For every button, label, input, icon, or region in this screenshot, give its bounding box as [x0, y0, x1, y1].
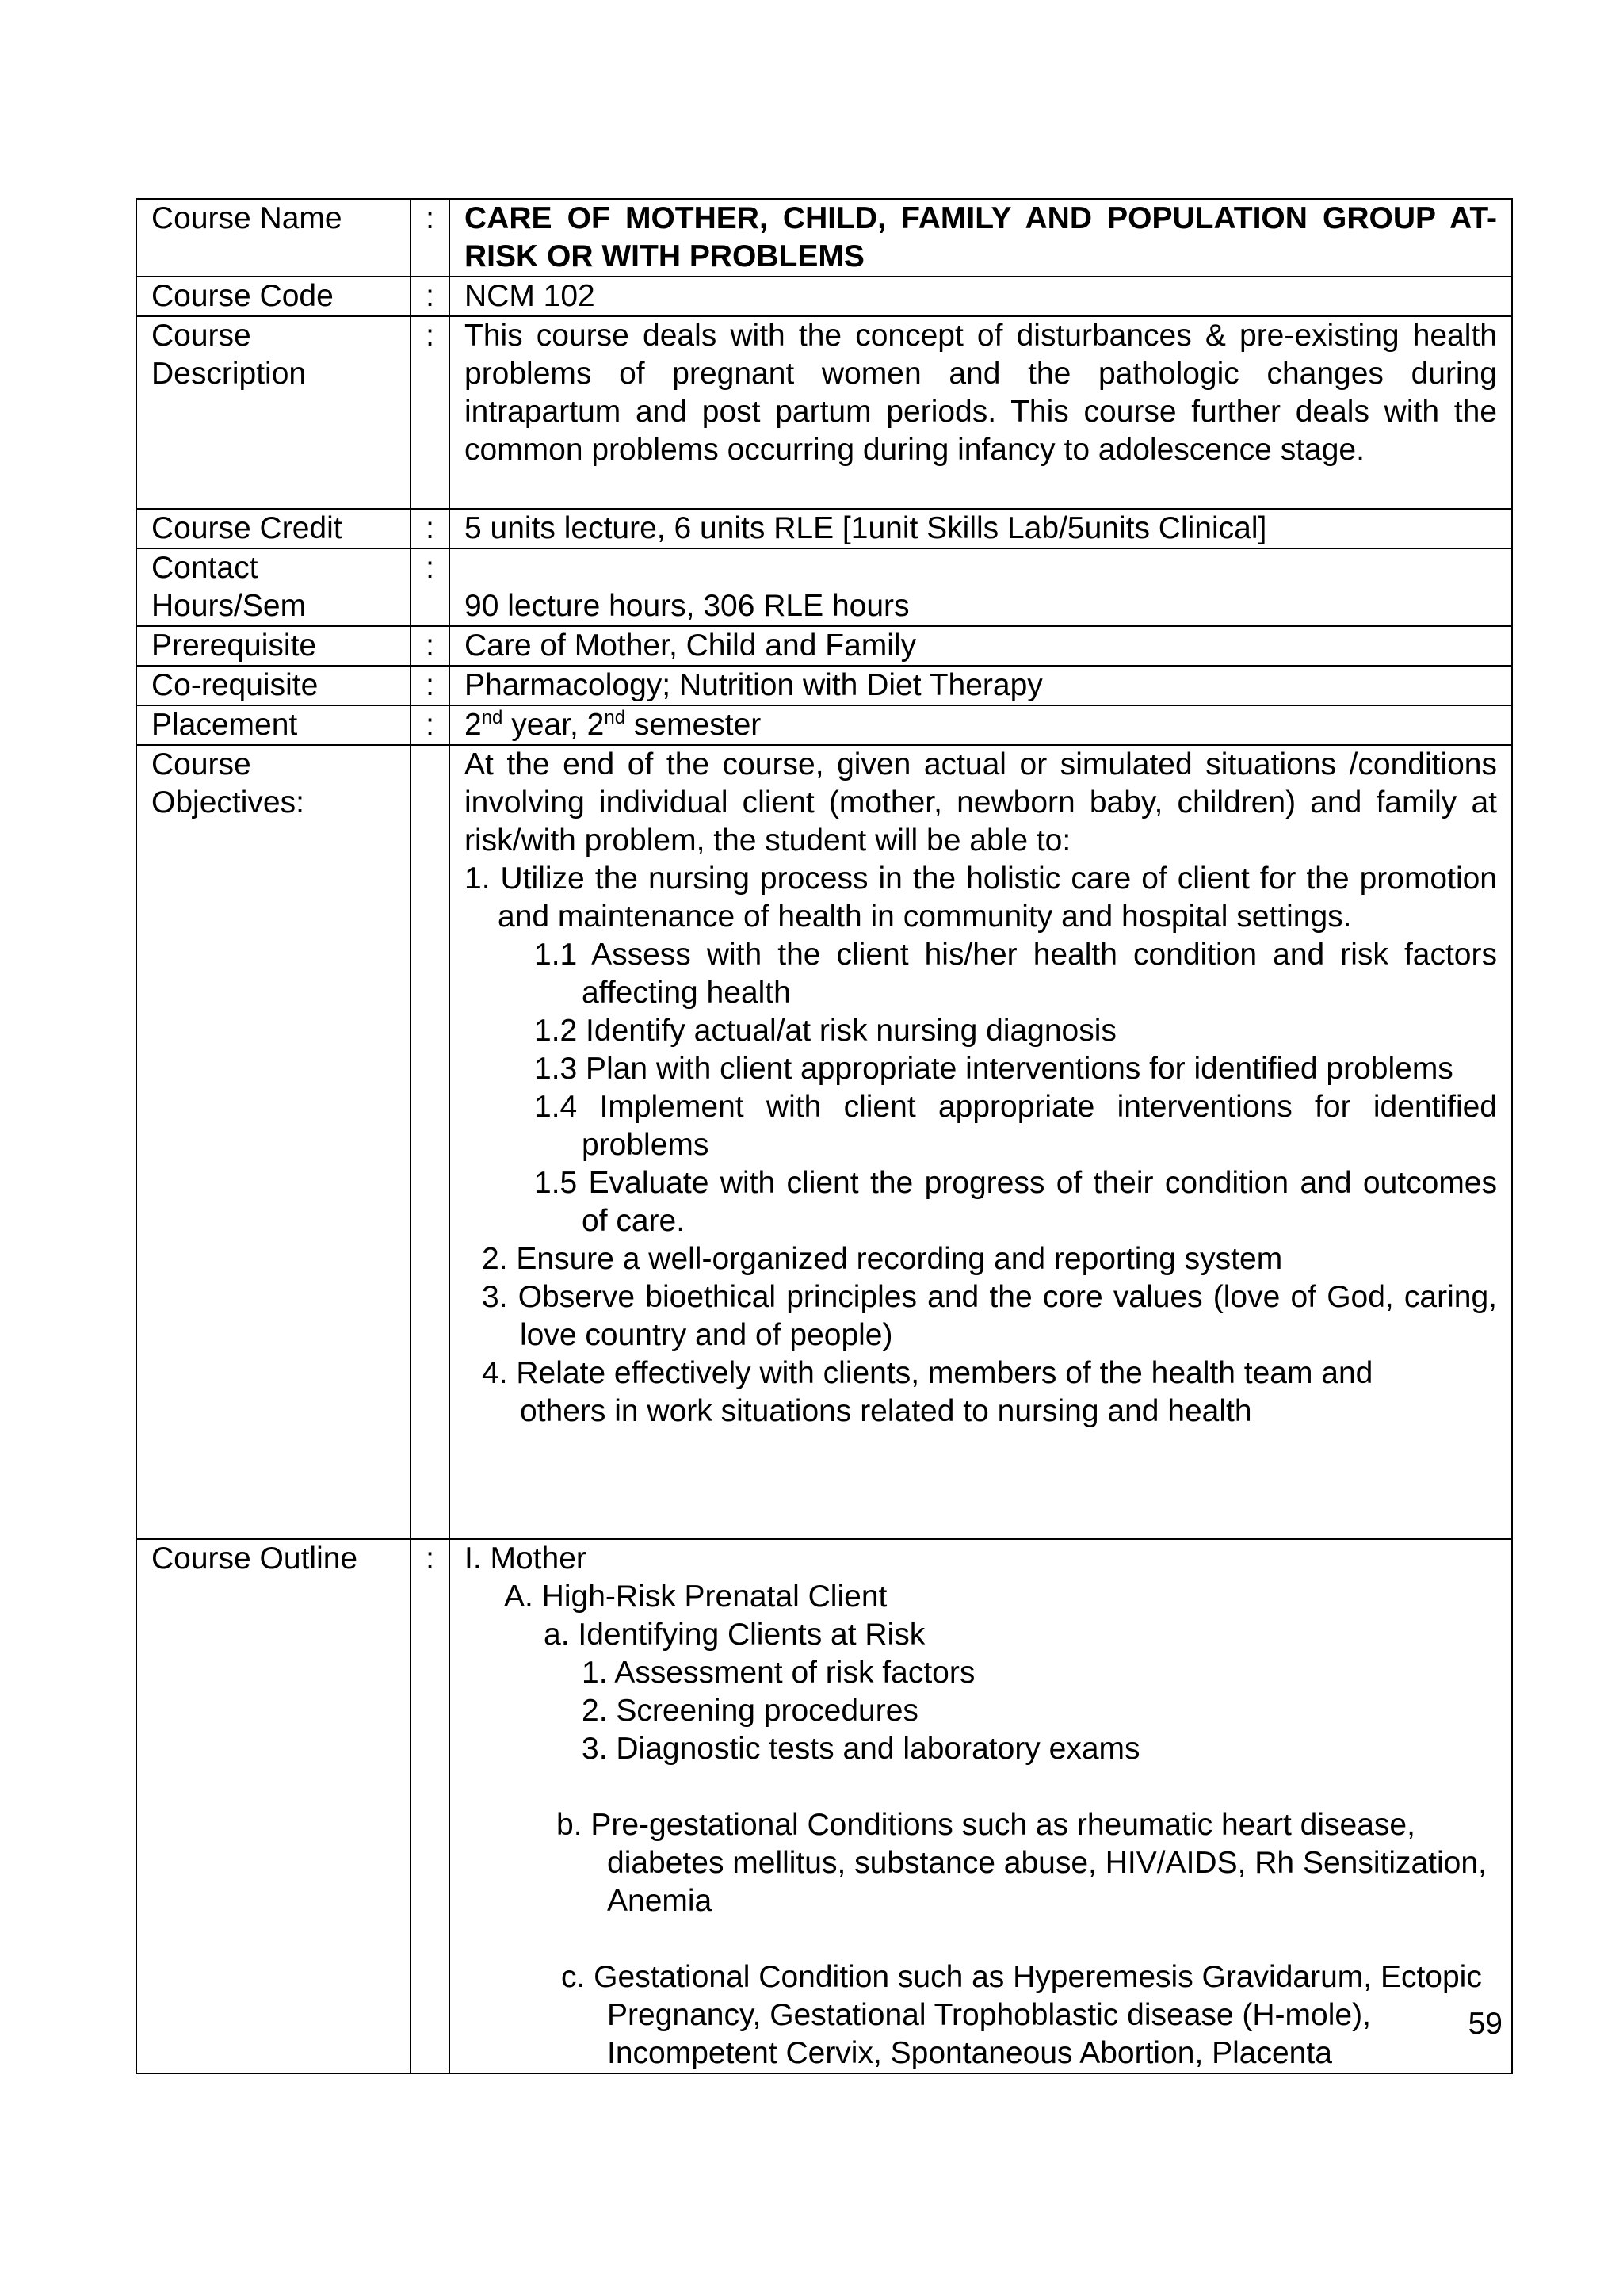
- value-prerequisite: Care of Mother, Child and Family: [449, 626, 1512, 666]
- label-contact-hours: [136, 548, 411, 626]
- colon: :: [411, 1539, 449, 2073]
- value-contact-hours: [449, 548, 1512, 626]
- colon: :: [411, 705, 449, 745]
- objective-1-4: 1.4 Implement with client appropriate interventions for identified problems: [534, 1090, 1497, 1162]
- row-prerequisite: [136, 626, 1512, 666]
- outline-section-a: A. High-Risk Prenatal Client: [504, 1580, 888, 1614]
- year-ordinal: nd: [481, 707, 503, 728]
- colon: :: [411, 316, 449, 509]
- year-text: year,: [502, 708, 587, 742]
- label-line: Hours/Sem: [151, 589, 307, 623]
- row-course-description: [136, 316, 1512, 509]
- row-course-credit: [136, 509, 1512, 548]
- label-course-credit: Course Credit: [136, 509, 411, 548]
- label-prerequisite: Prerequisite: [136, 626, 411, 666]
- value-course-code: NCM 102: [449, 277, 1512, 316]
- row-corequisite: [136, 666, 1512, 705]
- outline-item-a: a. Identifying Clients at Risk: [544, 1618, 926, 1652]
- value-corequisite: Pharmacology; Nutrition with Diet Therapy: [449, 666, 1512, 705]
- outline-part: I. Mother: [464, 1541, 586, 1576]
- value-course-name: CARE OF MOTHER, CHILD, FAMILY AND POPULATION GROUP AT-RISK OR WITH PROBLEMS: [449, 199, 1512, 277]
- label-course-outline: Course Outline: [136, 1539, 411, 2073]
- outline-item-c: c. Gestational Condition such as Hyperemesis Gravidarum, Ectopic Pregnancy, Gestational Trophoblastic disease (H-mole), Incompetent Cervix, Spontaneous Abortion, Placenta: [561, 1960, 1482, 2070]
- label-line: Contact: [151, 551, 258, 585]
- objective-1-5: 1.5 Evaluate with client the progress of their condition and outcomes of care.: [534, 1166, 1497, 1238]
- colon: :: [411, 509, 449, 548]
- colon-empty: [411, 745, 449, 1539]
- semester-number: 2: [586, 708, 605, 742]
- value-course-description: This course deals with the concept of disturbances & pre-existing health problems of pregnant women and the pathologic changes during intrapartum and post partum periods. This course further deals with the common problems occurring during infancy to adolescence stage.: [449, 316, 1512, 509]
- spacer: [464, 1920, 1497, 1958]
- objectives-intro: At the end of the course, given actual or simulated situations /conditions involving individual client (mother, newborn baby, children) and family at risk/with problem, the student will be able to:: [464, 747, 1497, 858]
- objective-4-line: others in work situations related to nursing and health: [520, 1394, 1252, 1428]
- outline-step: 2. Screening procedures: [582, 1694, 918, 1728]
- colon: :: [411, 548, 449, 626]
- colon: :: [411, 199, 449, 277]
- spacer: [464, 1768, 1497, 1806]
- outline-item-b: b. Pre-gestational Conditions such as rheumatic heart disease, diabetes mellitus, substance abuse, HIV/AIDS, Rh Sensitization, Anemia: [556, 1808, 1487, 1918]
- objective-3: 3. Observe bioethical principles and the core values (love of God, caring, love country and of people): [482, 1280, 1497, 1352]
- colon: :: [411, 666, 449, 705]
- row-course-objectives: [136, 745, 1512, 1539]
- label-line: Objectives:: [151, 785, 304, 819]
- objective-1-3: 1.3 Plan with client appropriate interventions for identified problems: [534, 1052, 1453, 1086]
- label-placement: Placement: [136, 705, 411, 745]
- year-number: 2: [464, 708, 482, 742]
- row-course-name: [136, 199, 1512, 277]
- contact-hours-text: 90 lecture hours, 306 RLE hours: [464, 589, 910, 623]
- outline-step: 3. Diagnostic tests and laboratory exams: [582, 1732, 1140, 1766]
- label-line: Description: [151, 357, 307, 391]
- page-number: 59: [1468, 2007, 1503, 2041]
- colon: :: [411, 626, 449, 666]
- label-course-name: Course Name: [136, 199, 411, 277]
- semester-ordinal: nd: [604, 707, 626, 728]
- semester-text: semester: [625, 708, 762, 742]
- course-syllabus-table: [136, 198, 1513, 2074]
- objective-4-line: 4. Relate effectively with clients, members of the health team and: [482, 1356, 1373, 1390]
- outline-step: 1. Assessment of risk factors: [582, 1656, 976, 1690]
- label-course-code: Course Code: [136, 277, 411, 316]
- label-course-description: [136, 316, 411, 509]
- objective-2: 2. Ensure a well-organized recording and reporting system: [482, 1242, 1283, 1276]
- label-course-objectives: [136, 745, 411, 1539]
- colon: :: [411, 277, 449, 316]
- spacer: [464, 549, 1497, 587]
- objective-1-2: 1.2 Identify actual/at risk nursing diagnosis: [534, 1014, 1117, 1048]
- row-contact-hours: [136, 548, 1512, 626]
- objective-1: 1. Utilize the nursing process in the holistic care of client for the promotion and maintenance of health in community and hospital settings.: [464, 861, 1497, 934]
- row-placement: [136, 705, 1512, 745]
- value-placement: [449, 705, 1512, 745]
- label-line: Course: [151, 319, 251, 353]
- value-course-credit: 5 units lecture, 6 units RLE [1unit Skills Lab/5units Clinical]: [449, 509, 1512, 548]
- objective-1-1: 1.1 Assess with the client his/her health condition and risk factors affecting health: [534, 938, 1497, 1010]
- objective-4: [464, 1354, 1497, 1431]
- label-line: Course: [151, 747, 251, 781]
- row-course-outline: [136, 1539, 1512, 2073]
- value-course-objectives: [449, 745, 1512, 1539]
- label-corequisite: Co-requisite: [136, 666, 411, 705]
- value-course-outline: [449, 1539, 1512, 2073]
- row-course-code: [136, 277, 1512, 316]
